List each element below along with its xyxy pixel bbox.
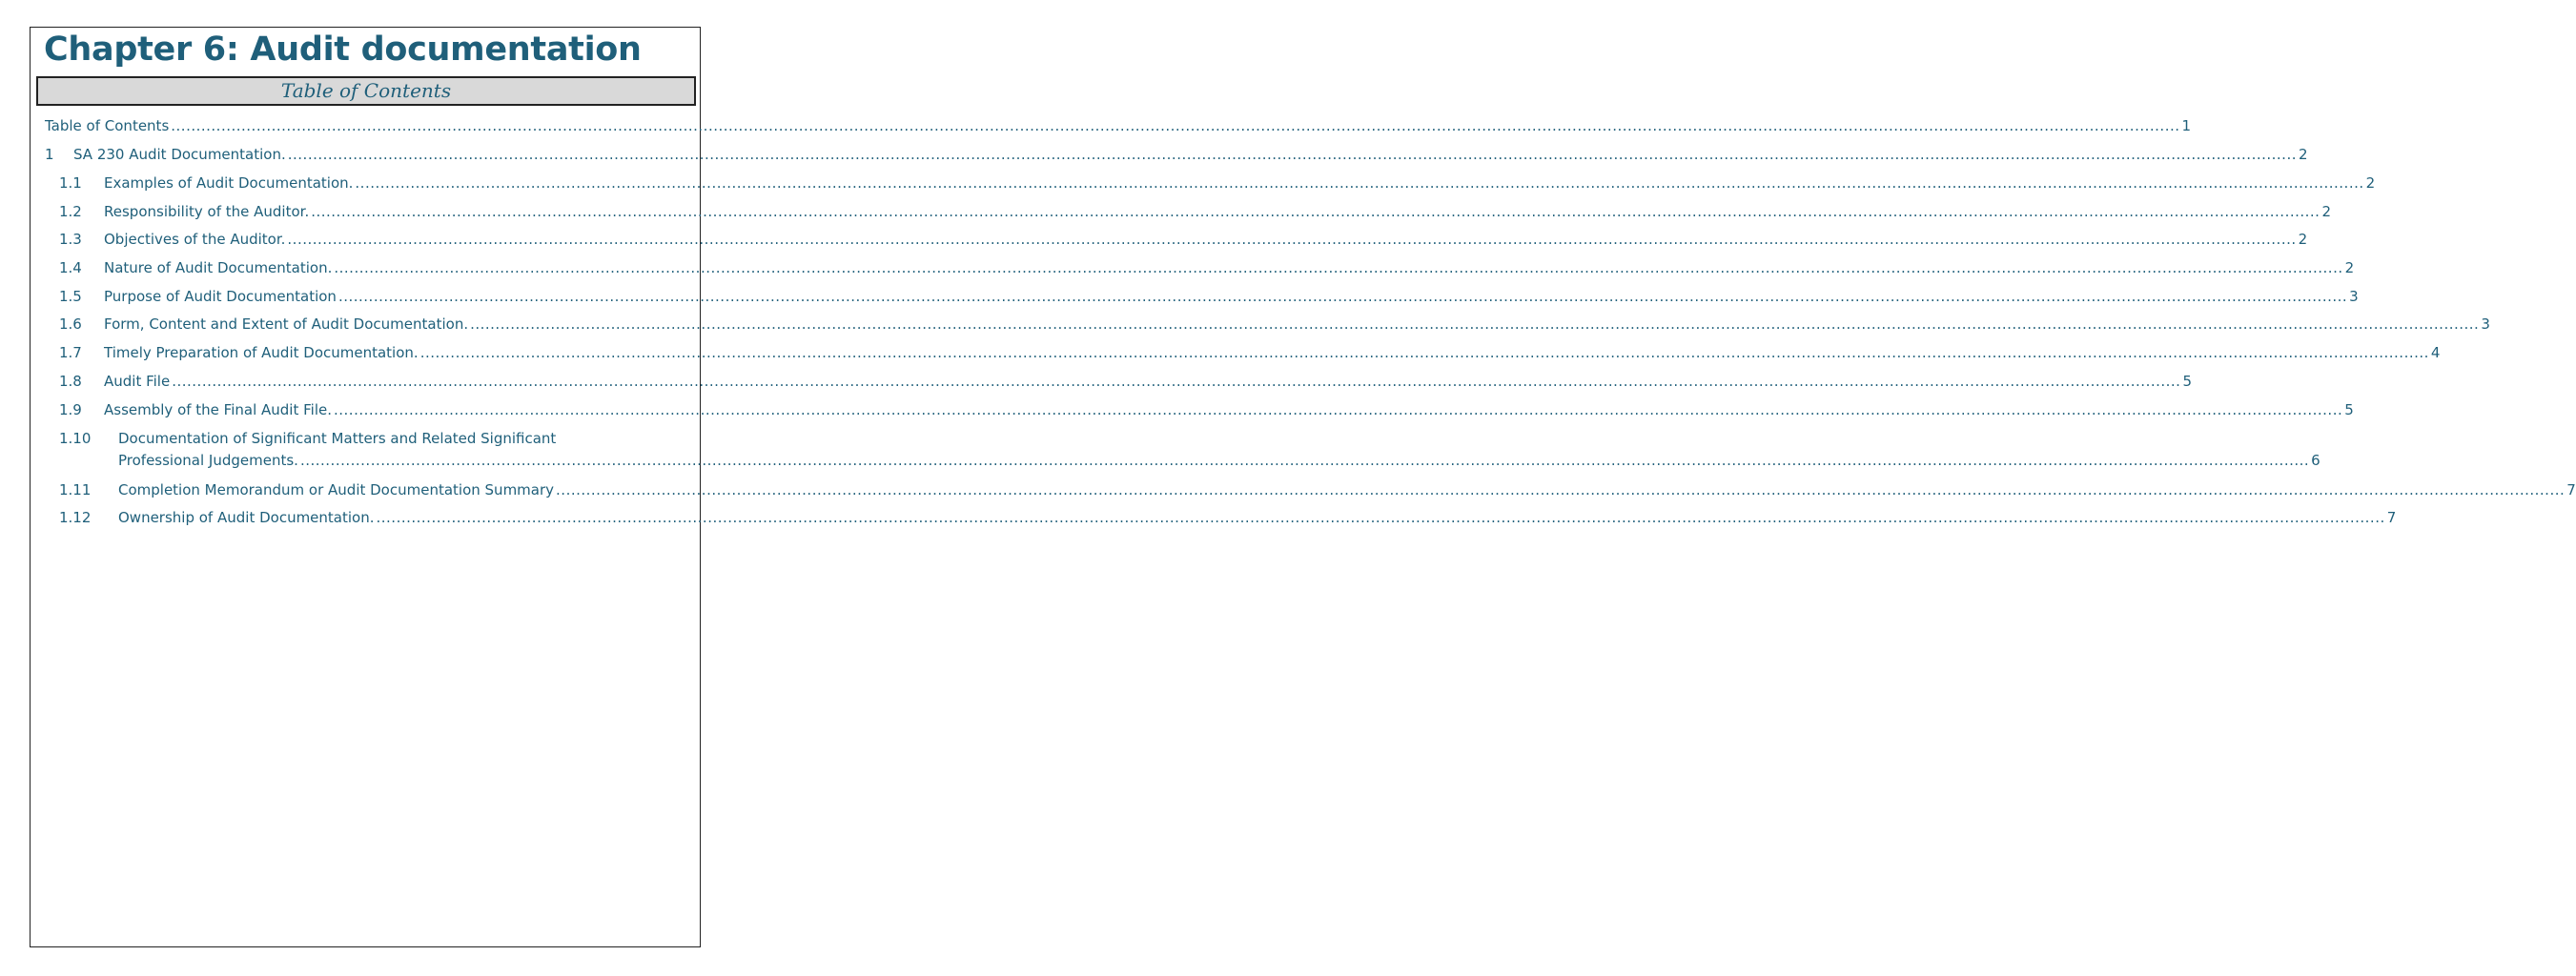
toc-entry-title: Completion Memorandum or Audit Documentation Summary xyxy=(118,481,555,498)
toc-entry-line xyxy=(45,115,2192,136)
toc-leader-dots: ................................................................................................................................................................................................................................................................................................................................................................................................................ xyxy=(355,174,2364,192)
toc-entry-title: Nature of Audit Documentation. xyxy=(104,259,333,276)
toc-entry-line xyxy=(104,201,2331,222)
toc-entry-title-line1: Documentation of Significant Matters and Related Significant xyxy=(118,430,557,447)
toc-entry-number: 1.6 xyxy=(59,315,82,333)
toc-entry-number: 1.8 xyxy=(59,373,82,390)
toc-entry-title: Timely Preparation of Audit Documentation. xyxy=(104,344,419,361)
toc-entry-number: 1.2 xyxy=(59,203,82,220)
toc-leader-dots: ................................................................................................................................................................................................................................................................................................................................................................................................................ xyxy=(287,231,2297,248)
toc-entry-line xyxy=(104,314,2490,335)
toc-entry-line xyxy=(104,399,2354,420)
toc-entry-title: Ownership of Audit Documentation. xyxy=(118,509,375,526)
toc-leader-dots: ................................................................................................................................................................................................................................................................................................................................................................................................................ xyxy=(376,509,2385,526)
toc-entry-title: Examples of Audit Documentation. xyxy=(104,174,354,192)
toc-leader-dots: ................................................................................................................................................................................................................................................................................................................................................................................................................ xyxy=(299,452,2310,469)
toc-leader-dots: ................................................................................................................................................................................................................................................................................................................................................................................................................ xyxy=(287,146,2297,163)
toc-entry-page: 1 xyxy=(2181,117,2192,134)
toc-entry-title: Objectives of the Auditor. xyxy=(104,231,286,248)
toc-leader-dots: ................................................................................................................................................................................................................................................................................................................................................................................................................ xyxy=(337,288,2348,305)
toc-entry-number: 1.1 xyxy=(59,174,82,192)
toc-entry-page: 5 xyxy=(2182,373,2192,390)
toc-entry-page: 5 xyxy=(2344,401,2354,418)
toc-entry-page: 3 xyxy=(2481,315,2490,333)
toc-entry-number: 1.10 xyxy=(59,430,92,447)
toc-entry-line xyxy=(118,507,2397,528)
toc-entry-title: Purpose of Audit Documentation xyxy=(104,288,337,305)
toc-leader-dots: ................................................................................................................................................................................................................................................................................................................................................................................................................ xyxy=(171,117,2180,134)
toc-entry-number: 1.7 xyxy=(59,344,82,361)
toc-entry-number: 1 xyxy=(45,146,54,163)
toc-entry-line xyxy=(73,144,2308,165)
toc-entry-page: 2 xyxy=(2344,259,2355,276)
toc-entry-title: Assembly of the Final Audit File. xyxy=(104,401,332,418)
toc-entry-line xyxy=(104,229,2308,250)
toc-leader-dots: ................................................................................................................................................................................................................................................................................................................................................................................................................ xyxy=(470,315,2480,333)
toc-entry-line xyxy=(104,371,2192,392)
toc-leader-dots: ................................................................................................................................................................................................................................................................................................................................................................................................................ xyxy=(334,259,2343,276)
toc-entry-page: 3 xyxy=(2349,288,2359,305)
toc-entry-page: 4 xyxy=(2430,344,2441,361)
toc-entry-line xyxy=(104,342,2441,363)
toc-entry-page: 7 xyxy=(2566,481,2576,498)
toc-entry-number: 1.4 xyxy=(59,259,82,276)
toc-entry-line xyxy=(104,173,2376,193)
toc-entry-title: SA 230 Audit Documentation. xyxy=(73,146,286,163)
toc-entry-page: 6 xyxy=(2311,452,2320,469)
toc-entry-title: Form, Content and Extent of Audit Documentation. xyxy=(104,315,469,333)
toc-entry-number: 1.3 xyxy=(59,231,82,248)
toc-entry-page: 2 xyxy=(2298,231,2308,248)
toc-entry-title: Responsibility of the Auditor. xyxy=(104,203,310,220)
toc-entry-line xyxy=(118,479,2576,500)
toc-leader-dots: ................................................................................................................................................................................................................................................................................................................................................................................................................ xyxy=(172,373,2181,390)
toc-leader-dots: ................................................................................................................................................................................................................................................................................................................................................................................................................ xyxy=(334,401,2343,418)
chapter-title: Chapter 6: Audit documentation xyxy=(44,30,642,69)
toc-heading-banner xyxy=(36,76,696,106)
toc-entry-number: 1.9 xyxy=(59,401,82,418)
toc-leader-dots: ................................................................................................................................................................................................................................................................................................................................................................................................................ xyxy=(419,344,2429,361)
toc-entry-number: 1.11 xyxy=(59,481,92,498)
toc-entry-title: Table of Contents xyxy=(45,117,170,134)
toc-entry-line xyxy=(104,286,2359,307)
toc-entry-number: 1.5 xyxy=(59,288,82,305)
toc-entry-number: 1.12 xyxy=(59,509,92,526)
toc-leader-dots: ................................................................................................................................................................................................................................................................................................................................................................................................................ xyxy=(311,203,2320,220)
toc-entry-line xyxy=(104,257,2355,278)
toc-leader-dots: ................................................................................................................................................................................................................................................................................................................................................................................................................ xyxy=(556,481,2566,498)
toc-entry-page: 2 xyxy=(2298,146,2308,163)
toc-entry-page: 2 xyxy=(2365,174,2376,192)
toc-entry-title: Audit File xyxy=(104,373,171,390)
toc-entry-page: 2 xyxy=(2321,203,2331,220)
toc-entry-line xyxy=(118,450,2320,471)
toc-heading: Table of Contents xyxy=(280,79,452,102)
toc-entry-page: 7 xyxy=(2386,509,2397,526)
toc-entry-title: Professional Judgements. xyxy=(118,452,298,469)
